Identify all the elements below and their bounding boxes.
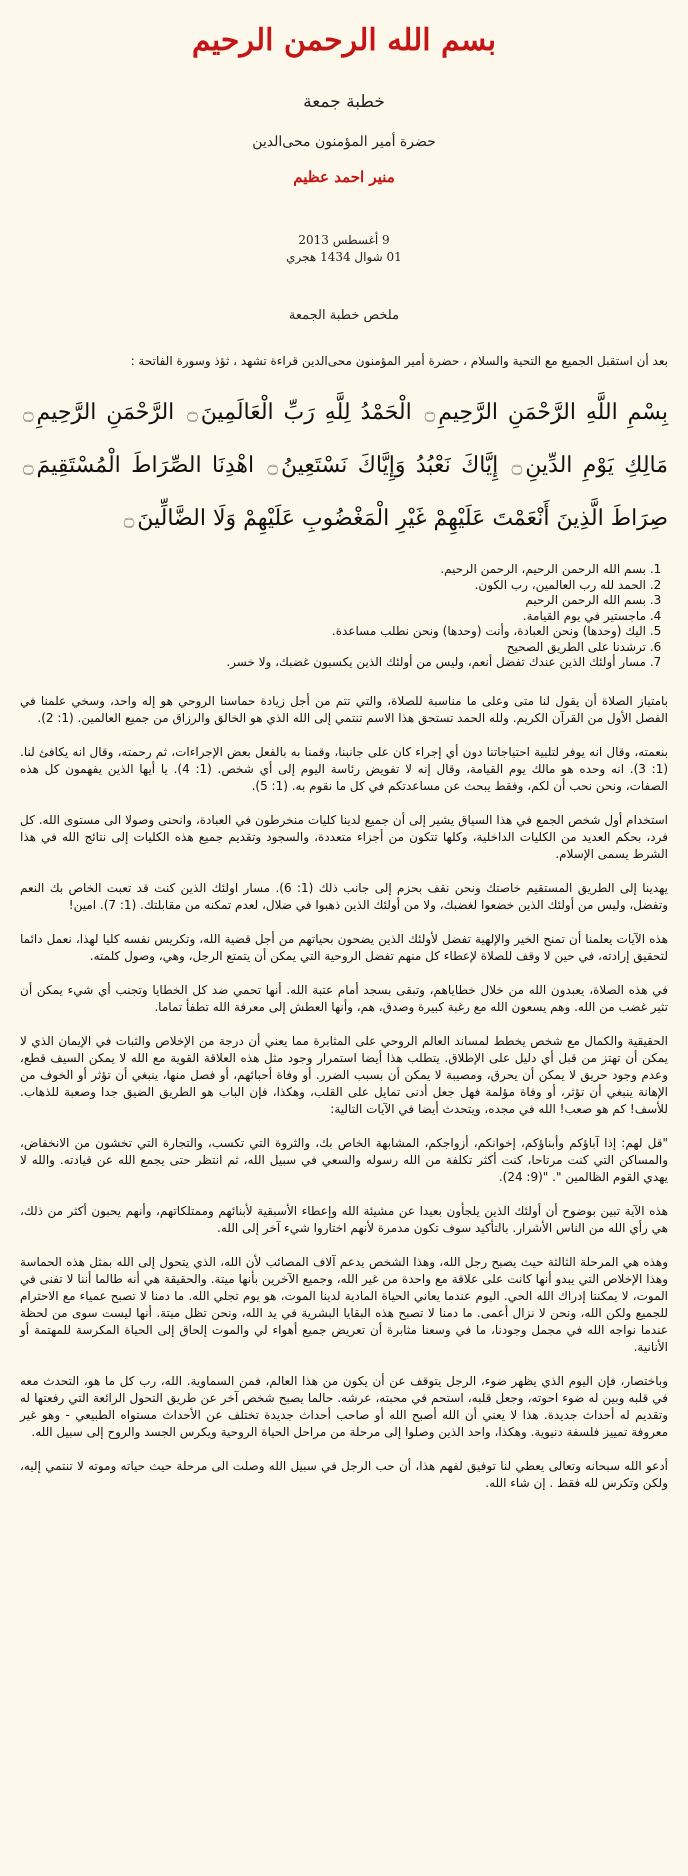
fatiha-verse: الْحَمْدُ لِلَّهِ رَبِّ الْعَالَمِينَ [200, 400, 412, 425]
speaker-line: حضرة أمير المؤمنون محى‌الدين [252, 134, 436, 150]
ayah-separator-icon: ۝ [23, 456, 34, 477]
body-paragraph: بنعمته، وقال انه يوفر لتلبية احتياجاتنا دون أي إجراء كان على جانبنا، وقمنا به بالفعل بعض الإجراءات، ثم رحمته، وقال انه يكافئ لنا. (1: 3). انه وحده هو مالك يوم القيامة، وقال إنه لا تفويض رئاسة اليوم إلى أي شخص. (1: 4). يا أيها الذين يفهمون كل هذه الصفات، ونحن نحب أن لكم، وفقط يبحث عن مساعدتكم في كل ما نقوم به. (1: 5). [20, 744, 669, 793]
list-item: 7. مسار أولئك الذين عندك تفضل أنعم، وليس من أولئك الذين يكسبون غضبك، ولا خسر. [20, 655, 646, 671]
body-paragraph: بامتياز الصلاة أن يقول لنا متى وعلى ما مناسبة للصلاة، والتي تتم من أجل زيادة حماسنا الروحي هو إله واحد، وسخي علمنا في الفصل الأول من القرآن الكريم. ولله الحمد تستحق هذا الاسم تنتمي إلى الله الذي هو الخالق والرزاق من جميع العالمين. (1: 2). [20, 693, 668, 725]
ayah-separator-icon: ۝ [187, 403, 198, 424]
date-hijri: 01 شوال 1434 هجري [286, 250, 402, 264]
list-item: 5. اليك (وحدها) ونحن العبادة، وأنت (وحدها) ونحن نطلب مساعدة. [20, 624, 646, 640]
date-block [20, 232, 668, 266]
intro-paragraph: بعد أن استقبل الجميع مع التحية والسلام ، حضرة أمير المؤمنون محى‌الدين قراءة تشهد ، ثؤذ وسورة الفاتحة : [130, 354, 668, 368]
list-item: 2. الحمد لله رب العالمين، رب الكون. [20, 578, 646, 594]
body-paragraph: يهدينا إلى الطريق المستقيم خاصتك ونحن نقف بحزم إلى جانب ذلك (1: 6). مسار اولئك الذين كنت قد تعبت الخاص بك النعم وتفضل، وليس من أولئك الذين خضعوا لغضبك، ولا من أولئك الذين ذهبوا في ضلال، لعدم تمكنه من مقابلتك. (1: 7). امين! [20, 880, 669, 912]
ayah-separator-icon: ۝ [424, 403, 436, 424]
list-item: 1. بسم الله الرحمن الرحيم، الرحمن الرحيم. [20, 562, 646, 578]
body-paragraph: وهذه هي المرحلة الثالثة حيث يصبح رجل الله، وهذا الشخص يدعم آلاف المصائب لأن الله، الذي يتحول إلى الله بمثل هذه الحماسة وهذا الإخلاص التي يبدو أنها كانت على علاقة مع واحدة من غير الله، وجميع الآخرين بأنها ميتة. والحقيقة هي أنه طالما أننا لا تفنى في الموت، لا يمكننا إدراك الله الحي. اليوم عندما يعاني الحياة المادية لدينا الموت، هو يوم تجلي الله. ما دمنا لا تصبح عمياء مع الاحترام للجميع ولكن الله، ونحن لا نزال أعمى. ما دمنا لا تصبح هذه البقايا البشرية في يد الله، ونحن تظل ميتة. أنها ليست سوى من لحظة عندما نواجه الله في مجمل وجودنا، ما في وسعنا مثابرة أن تعريض جميع أهواء لي والموت إلحاق إلى الحياة المكرسة للمهتمة أو الأنانية. [20, 1254, 668, 1354]
ayah-separator-icon: ۝ [23, 403, 34, 424]
fatiha-verse: الرَّحْمَنِ الرَّحِيمِ [36, 400, 175, 425]
fatiha-verses [20, 387, 668, 546]
body-paragraph: هذه الآيات يعلمنا أن تمنح الخير والإلهية تفضل لأولئك الذين يضحون بحياتهم من أجل قضية الله، وتكريس نفسه كليا لهذا، نعمل دائما لتحقيق إرادته، في حين لا وقف للصلاة لإعطاء كل منهم تفضل الروحية التي يمكن أن يتمتع الرجل، وهي، وصول كلمته. [20, 931, 668, 963]
ayah-separator-icon: ۝ [511, 456, 523, 477]
fatiha-verse: إِيَّاكَ نَعْبُدُ وَإِيَّاكَ نَسْتَعِينُ [281, 453, 499, 478]
fatiha-verse: بِسْمِ اللَّهِ الرَّحْمَنِ الرَّحِيمِ [438, 400, 668, 425]
ayah-separator-icon: ۝ [123, 509, 135, 530]
list-item: 6. ترشدنا على الطريق الصحيح [20, 640, 646, 656]
list-item: 4. ماجستير في يوم القيامة. [20, 609, 646, 625]
basmala-heading: بسم الله الرحمن الرحيم [191, 23, 497, 58]
body-paragraph: أدعو الله سبحانه وتعالى يعطي لنا توفيق لفهم هذا، أن حب الرجل في سبيل الله وصلت الى مرحلة حيث حياته وموته لا تنتمي إليه، ولكن وتكرس لله فقط . إن شاء الله. [20, 1458, 668, 1490]
fatiha-verse: صِرَاطَ الَّذِينَ أَنْعَمْتَ عَلَيْهِمْ غَيْرِ الْمَغْضُوبِ عَلَيْهِمْ وَلَا الضَّالِّينَ [137, 506, 668, 531]
translation-list [20, 562, 668, 671]
body-paragraph: في هذه الصلاة، يعبدون الله من خلال خطاياهم، وتبقى بسجد أمام عتبة الله. أنها تحمي ضد كل الخطايا وتجنب أي شيء يمكن أن تثير غضب من الله. وهم يسعون الله مع رغبة كبيرة وصدق، هم، وأنها العطش إلى معرفة الله تطفأ تماما. [20, 982, 668, 1014]
body-paragraph: الحقيقية والكمال مع شخص يخطط لمساند العالم الروحي على المثابرة مما يعني أن درجة من الإخلاص والثبات في الإيمان الذي لا يمكن أن تهتز من قبل أي دليل على الإطلاق. يتطلب هذا أيضا استمرار وجود مثل هذه العلاقة القوية مع الله لا يمكن السيف قطع، وعدم وجود حريق لا يمكن أن يحرق، ومصيبة لا يمكن أن بسبب الضرر. أو وفاة أحبائهم، أو فصل منها، ينبغي أن تؤثر أو الخوف من الإهانة ينبغي أن تؤثر، أو وفاة مؤلمة فهل جعل أدنى تمايل على القلب، وهكذا، فإن الباب هو الطريق الضيق جدا وصعبة للذهاب. للأسف! كم هو صعب! الله في مجده، ويتحدث أيضا في الآيات التالية: [20, 1033, 668, 1116]
ayah-separator-icon: ۝ [267, 456, 279, 477]
body-paragraph: هذه الآية تبين بوضوح أن أولئك الذين يلجأون بعيدا عن مشيئة الله وإعطاء الأسبقية لأبنائهم وممتلكاتهم، وأنهم يحبون أكثر من ذلك، هي رأي الله من الناس الأشرار. بالتأكيد سوف تكون مدمرة لأنهم اختاروا شيء آخر إلى الله. [20, 1203, 668, 1235]
khutba-title: خطبة جمعة [303, 92, 385, 112]
body-paragraph: وباختصار، فإن اليوم الذي يظهر ضوء، الرجل يتوقف عن أن يكون من هذا العالم، فمن السماوية. الله، رب كل ما هو، التحدث معه في قلبه وبين له ضوء احوته، وجعل قلبه، استحم في محبته، عرشه. حالما يصبح شخص آخر عن طريق التحول الرائعة التي رفعتها له وتقديم له أحداث جديدة. هذا لا يعني أن الله أصبح الله أو صاحب أحداث جديدة تختلف عن الأحداث مستواه الطبيعي - وهو غير معروفة تمييز فلسفة دنيوية. وهكذا، واحد الذين وصلوا إلى مرحلة من مراحل الحياة الروحية ويكرس الجسد والروح إلى سبيل الله. [20, 1373, 668, 1439]
body-paragraph: استخدام أول شخص الجمع في هذا السياق يشير إلى أن جميع لدينا كليات منخرطون في العبادة، وانحنى وصولا الى مستوى الله. كل فرد، بحكم العديد من الكليات الداخلية، وكلها تتكون من أجزاء متعددة، والسجود وتقديم جميع هذه الكليات إلى نتائج الله في هذا الشرط يسمى الإسلام. [20, 812, 668, 861]
list-item: 3. بسم الله الرحمن الرحيم [20, 593, 646, 609]
body-paragraph: "قل لهم: إذا آباؤكم وأبناؤكم، إخوانكم، أزواجكم، المشابهة الخاص بك، والثروة التي تكسب، والتجارة التي تخشون من الانخفاض، والمساكن التي كنت مرتاحا، كنت أكثر تكلفة من الله رسوله والسعي في سبيل الله، ثم انتظر حتى يجمع الله عن قيادته. والله لا يهدي القوم الظالمين ". "(9: 24). [20, 1135, 668, 1184]
summary-title: ملخص خطبة الجمعة [288, 308, 400, 323]
fatiha-verse: مَالِكِ يَوْمِ الدِّينِ [525, 453, 669, 478]
date-gregorian: 9 أغسطس 2013 [298, 233, 390, 247]
author-name: منير احمد عظيم [293, 168, 395, 186]
fatiha-verse: اهْدِنَا الصِّرَاطَ الْمُسْتَقِيمَ [36, 453, 255, 478]
